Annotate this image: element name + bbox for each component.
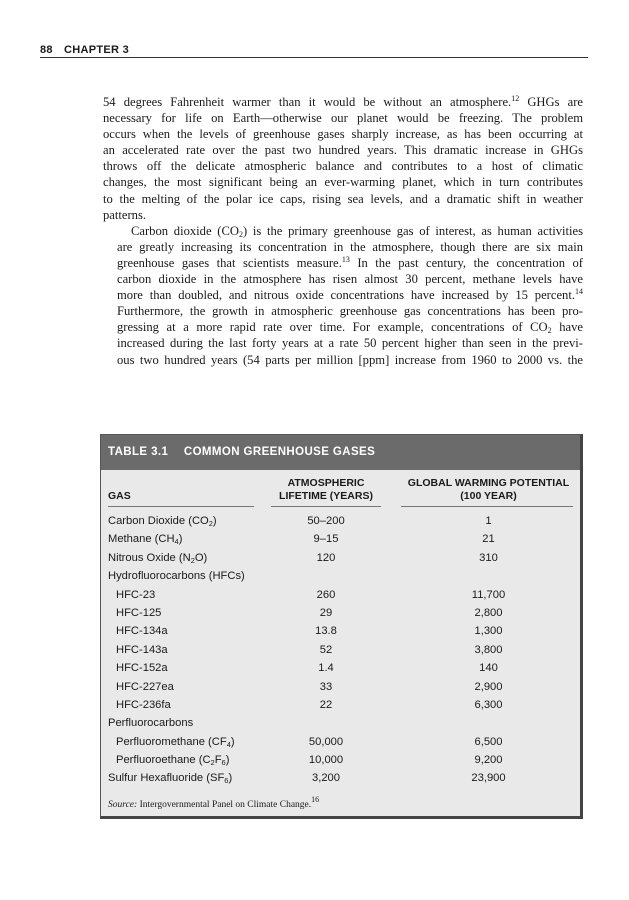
text-line: carbon dioxide in the atmosphere has risen almost 30 percent, methane levels have [117, 272, 583, 287]
text-line: Carbon dioxide $(CO_2)$ is the primary greenhouse gas of interest, as human activities [131, 223, 583, 239]
table-row [101, 530, 580, 548]
table-row [101, 604, 580, 622]
text-line: patterns. [103, 207, 147, 222]
table-row [101, 567, 580, 585]
text-line: greenhouse gases that scientists measure.$^{13}$ In the past century, the concentration of [117, 254, 583, 270]
page-number: 88 [40, 44, 53, 56]
table-body [101, 512, 580, 788]
lifetime-value: 50–200 [307, 515, 345, 527]
page-header [40, 44, 588, 60]
header-rule-gwp [401, 506, 573, 507]
paragraph-2 [103, 223, 583, 368]
text-line: 54 degrees Fahrenheit warmer than it would be without an atmosphere.$^{12}$ GHGs are [103, 94, 584, 109]
table-title-bar [101, 435, 580, 470]
gas-name: Carbon Dioxide $(CO_2)$ [108, 515, 217, 528]
gwp-value: 2,900 [474, 680, 503, 693]
gwp-value: 23,900 [471, 772, 506, 785]
table-row [101, 751, 580, 769]
text-line: throws off the delicate atmospheric balance and contributes to a host of climatic [103, 159, 583, 174]
table-title: COMMON GREENHOUSE GASES [183, 446, 376, 458]
gwp-value: 6,300 [474, 698, 503, 711]
gwp-value: 1,300 [474, 625, 503, 638]
text-line: changes, the most significant being an ever-warming planet, which in turn contributes [103, 175, 583, 190]
lifetime-value: 22 [319, 698, 333, 711]
gas-name: Hydrofluorocarbons (HFCs) [108, 570, 245, 583]
lifetime-value: 9–15 [313, 533, 339, 546]
gwp-value: 9,200 [474, 754, 503, 767]
gas-name: Perfluorocarbons [108, 717, 194, 730]
table-row [101, 641, 580, 659]
table-source: Source: Intergovernmental Panel on Climate Change.$^{16}$ [108, 795, 320, 810]
gwp-value: 6,500 [474, 735, 503, 748]
text-line: to the melting of the polar ice caps, rising sea levels, and a dramatic shift in weather [103, 191, 583, 206]
gas-name: Methane $(CH_4)$ [108, 533, 183, 547]
header-rule-lifetime [271, 506, 381, 507]
gwp-value: 3,800 [474, 643, 503, 656]
gas-name: HFC-125 [116, 606, 162, 619]
gas-name: Nitrous Oxide $(N_2O)$ [108, 551, 208, 565]
text-line: are greatly increasing its concentration in the atmosphere, though there are six main [117, 239, 583, 254]
gas-name: HFC-23 [116, 588, 156, 601]
paragraph-1 [103, 94, 583, 223]
table-row [101, 586, 580, 604]
lifetime-value: 13.8 [315, 625, 337, 638]
text-line: an accelerated rate over the past two hundred years. This dramatic increase in GHGs [103, 143, 583, 158]
gwp-value: 11,700 [471, 588, 506, 601]
lifetime-value: 33 [319, 680, 333, 693]
lifetime-value: 50,000 [308, 735, 344, 748]
lifetime-value: 120 [316, 551, 336, 564]
gas-name: Perfluoromethane $(CF_4)$ [116, 735, 235, 749]
text-line: occurs when the levels of greenhouse gases sharply increase, as has been occurring at [103, 127, 583, 142]
table-row [101, 769, 580, 787]
table-row [101, 549, 580, 567]
column-header-gas: GAS [108, 490, 131, 502]
table-row [101, 512, 580, 530]
greenhouse-gases-table [100, 434, 583, 819]
table-row [101, 659, 580, 677]
gwp-value: 1 [485, 515, 492, 527]
gas-name: HFC-134a [116, 625, 168, 638]
text-line: more than doubled, and nitrous oxide concentrations have increased by 15 percent.$^{14}$ [117, 287, 583, 303]
lifetime-value: 52 [319, 643, 333, 656]
table-row [101, 678, 580, 696]
lifetime-value: 10,000 [308, 754, 344, 767]
table-row [101, 696, 580, 714]
table-number: TABLE 3.1 [108, 446, 169, 458]
text-line: increased during the last forty years at a rate 50 percent higher than seen in the previ- [117, 336, 583, 351]
gwp-value: 310 [479, 551, 498, 564]
table-row [101, 733, 580, 751]
text-line: gressing at a more rapid rate over time. For example, concentrations of $CO_2$ have [117, 320, 583, 336]
gwp-value: 2,800 [474, 606, 503, 619]
header-rule [40, 57, 588, 58]
lifetime-value: 260 [316, 588, 336, 601]
text-line: Furthermore, the growth in atmospheric greenhouse gas concentrations has been pro- [117, 304, 583, 319]
column-header-lifetime: ATMOSPHERIC LIFETIME (YEARS) [279, 477, 373, 502]
lifetime-value: 1.4 [318, 662, 334, 675]
text-line: necessary for life on Earth—otherwise our planet would be freezing. The problem [103, 111, 583, 126]
table-row [101, 714, 580, 732]
gas-name: HFC-227ea [116, 680, 174, 693]
table-row [101, 622, 580, 640]
gas-name: Perfluoroethane $(C_2F_6)$ [116, 754, 230, 768]
text-line: ous two hundred years (54 parts per million [ppm] increase from 1960 to 2000 vs. the [117, 352, 583, 367]
chapter-title: CHAPTER 3 [64, 44, 130, 56]
gas-name: HFC-236fa [116, 698, 171, 711]
header-rule-gas [108, 506, 254, 507]
column-header-gwp: GLOBAL WARMING POTENTIAL (100 YEAR) [407, 477, 570, 502]
gas-name: HFC-143a [116, 643, 168, 656]
gwp-value: 21 [482, 533, 495, 546]
gas-name: Sulfur Hexafluoride $(SF_6)$ [108, 772, 233, 786]
gas-name: HFC-152a [116, 662, 168, 675]
lifetime-value: 29 [319, 606, 333, 619]
gwp-value: 140 [479, 662, 498, 675]
lifetime-value: 3,200 [312, 772, 340, 785]
body-text [103, 94, 583, 368]
